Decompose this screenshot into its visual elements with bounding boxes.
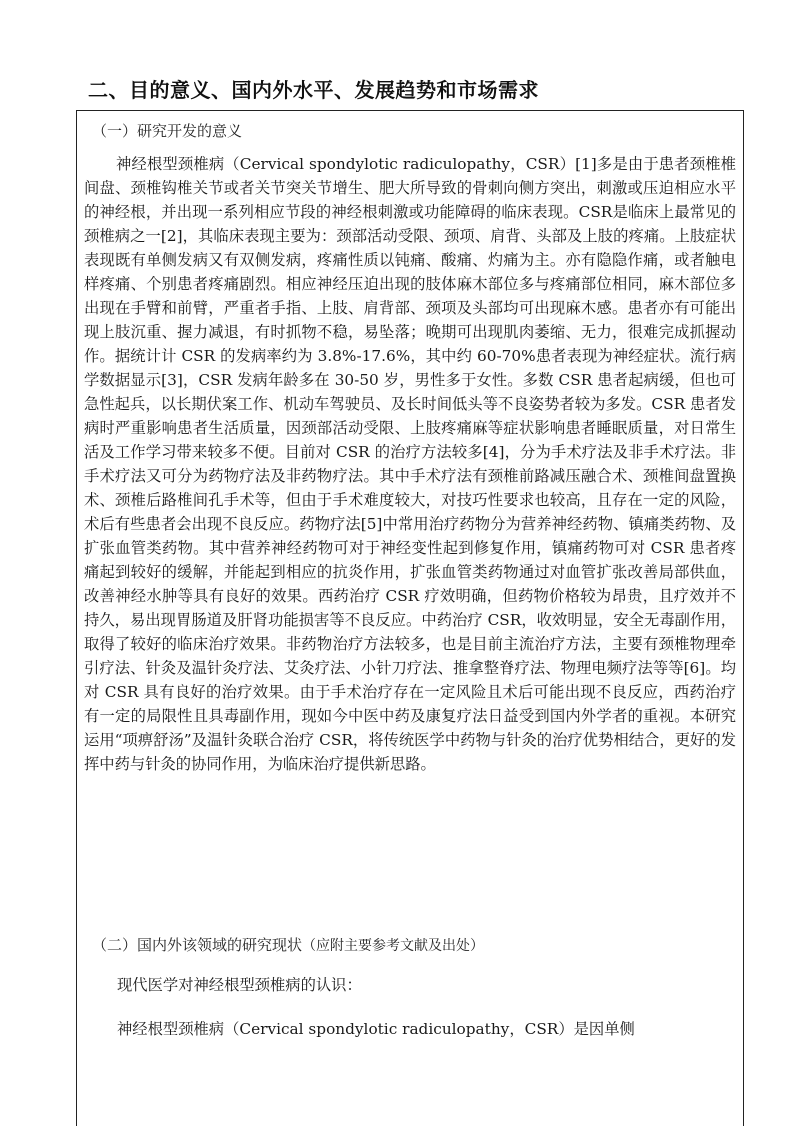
- body-line: 现代医学对神经根型颈椎病的认识：: [117, 976, 362, 994]
- body-line-continued: 神经根型颈椎病（Cervical spondylotic radiculopathy，CSR）是因单侧: [117, 1020, 635, 1038]
- section-title: 二、目的意义、国内外水平、发展趋势和市场需求: [88, 78, 539, 102]
- body-paragraph: 神经根型颈椎病（Cervical spondylotic radiculopathy，CSR）[1]多是由于患者颈椎椎间盘、颈椎钩椎关节或者关节突关节增生、肥大所导致的骨刺向侧方突出，刺激或压迫相应水平的神经根，并出现一系列相应节段的神经根刺激或功能障碍的临床表现。CSR是临床上最常见的颈椎病之一[2]，其临床表现主要为：颈部活动受限、颈项、肩背、头部及上肢的疼痛。上肢症状表现既有单侧发病又有双侧发病，疼痛性质以钝痛、酸痛、灼痛为主。亦有隐隐作痛，或者触电样疼痛、个别患者疼痛剧烈。相应神经压迫出现的肢体麻木部位多与疼痛部位相同，麻木部位多出现在手臂和前臂，严重者手指、上肢、肩背部、颈项及头部均可出现麻木感。患者亦有可能出现上肢沉重、握力减退，有时抓物不稳，易坠落；晚期可出现肌肉萎缩、无力，很难完成抓握动作。据统计计 CSR 的发病率约为 3.8%-17.6%，其中约 60-70%患者表现为神经症状。流行病学数据显示[3]，CSR 发病年龄多在 30-50 岁，男性多于女性。多数 CSR 患者起病缓，但也可急性起兵，以长期伏案工作、机动车驾驶员、及长时间低头等不良姿势者较为多发。CSR 患者发病时严重影响患者生活质量，因颈部活动受限、上肢疼痛麻等症状影响患者睡眠质量，对日常生活及工作学习带来较多不便。目前对 CSR 的治疗方法较多[4]，分为手术疗法及非手术疗法。非手术疗法又可分为药物疗法及非药物疗法。其中手术疗法有颈椎前路减压融合术、颈椎间盘置换术、颈椎后路椎间孔手术等，但由于手术难度较大，对技巧性要求也较高，且存在一定的风险，术后有些患者会出现不良反应。药物疗法[5]中常用治疗药物分为营养神经药物、镇痛类药物、及扩张血管类药物。其中营养神经药物可对于神经变性起到修复作用，镇痛药物可对 CSR 患者疼痛起到较好的缓解，并能起到相应的抗炎作用，扩张血管类药物通过对血管扩张改善局部供血，改善神经水肿等具有良好的效果。西药治疗 CSR 疗效明确，但药物价格较为昂贵，且疗效并不持久，易出现胃肠道及肝肾功能损害等不良反应。中药治疗 CSR，收效明显，安全无毒副作用，取得了较好的临床治疗效果。非药物治疗方法较多，也是目前主流治疗方法，主要有颈椎物理牵引疗法、针灸及温针灸疗法、艾灸疗法、小针刀疗法、推拿整脊疗法、物理电频疗法等等[6]。均对 CSR 具有良好的治疗效果。由于手术治疗存在一定风险且术后可能出现不良反应，西药治疗有一定的局限性且具毒副作用，现如今中医中药及康复疗法日益受到国内外学者的重视。本研究运用“项痹舒汤”及温针灸联合治疗 CSR，将传统医学中药物与针灸的治疗优势相结合，更好的发挥中药与针灸的协同作用，为临床治疗提供新思路。: [84, 155, 736, 773]
- subsection-heading-note: （应附主要参考文献及出处）: [302, 938, 485, 954]
- subsection-heading-text: （二）国内外该领域的研究现状: [92, 936, 303, 954]
- subsection-heading-research-status: [92, 934, 484, 955]
- subsection-heading-significance: （一）研究开发的意义: [92, 122, 243, 140]
